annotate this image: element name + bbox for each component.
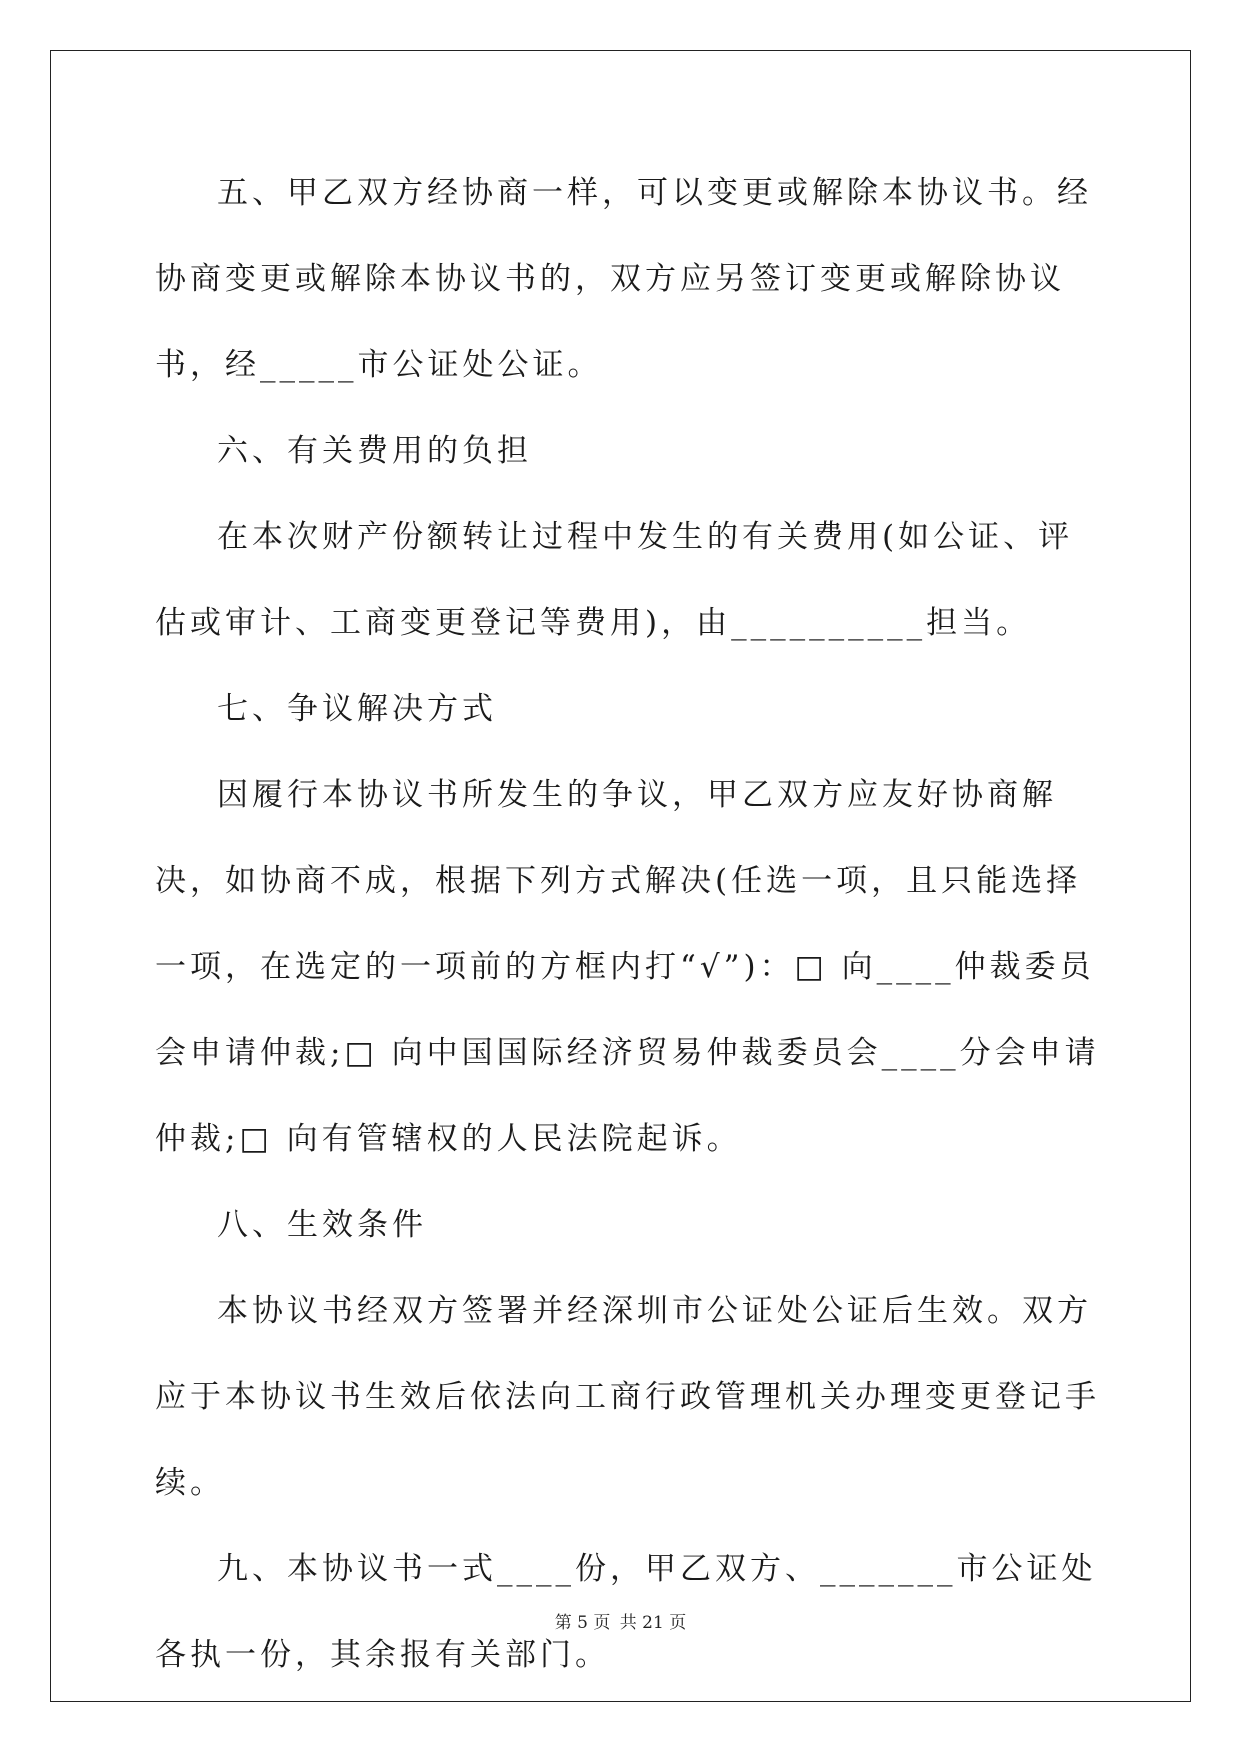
clause-eight-text: 本协议书经双方签署并经深圳市公证处公证后生效。双方应于本协议书生效后依法向工商行政管理机关办理变更登记手续。 (155, 1293, 1100, 1501)
page-number: 第 5 页 (554, 1613, 611, 1633)
clause-nine-text: 九、本协议书一式____份，甲乙双方、_______市公证处各执一份，其余报有关部门。 (155, 1551, 1097, 1673)
document-body (155, 150, 1100, 1698)
clause-eight-heading: 八、生效条件 (217, 1207, 427, 1243)
clause-six-text: 在本次财产份额转让过程中发生的有关费用(如公证、评估或审计、工商变更登记等费用)，由__________担当。 (155, 519, 1074, 641)
clause-seven-heading: 七、争议解决方式 (217, 691, 497, 727)
page-total: 共 21 页 (619, 1613, 687, 1633)
clause-six-heading: 六、有关费用的负担 (217, 433, 532, 469)
page-footer (0, 1608, 1241, 1633)
clause-seven-text: 因履行本协议书所发生的争议，甲乙双方应友好协商解决，如协商不成，根据下列方式解决(任选一项，且只能选择一项，在选定的一项前的方框内打“√”)：□ 向____仲裁委员会申请仲裁;□ 向中国国际经济贸易仲裁委员会____分会申请仲裁;□ 向有管辖权的人民法院起诉。 (155, 777, 1100, 1157)
clause-five-text: 五、甲乙双方经协商一样，可以变更或解除本协议书。经协商变更或解除本协议书的，双方应另签订变更或解除协议书，经_____市公证处公证。 (155, 175, 1092, 383)
